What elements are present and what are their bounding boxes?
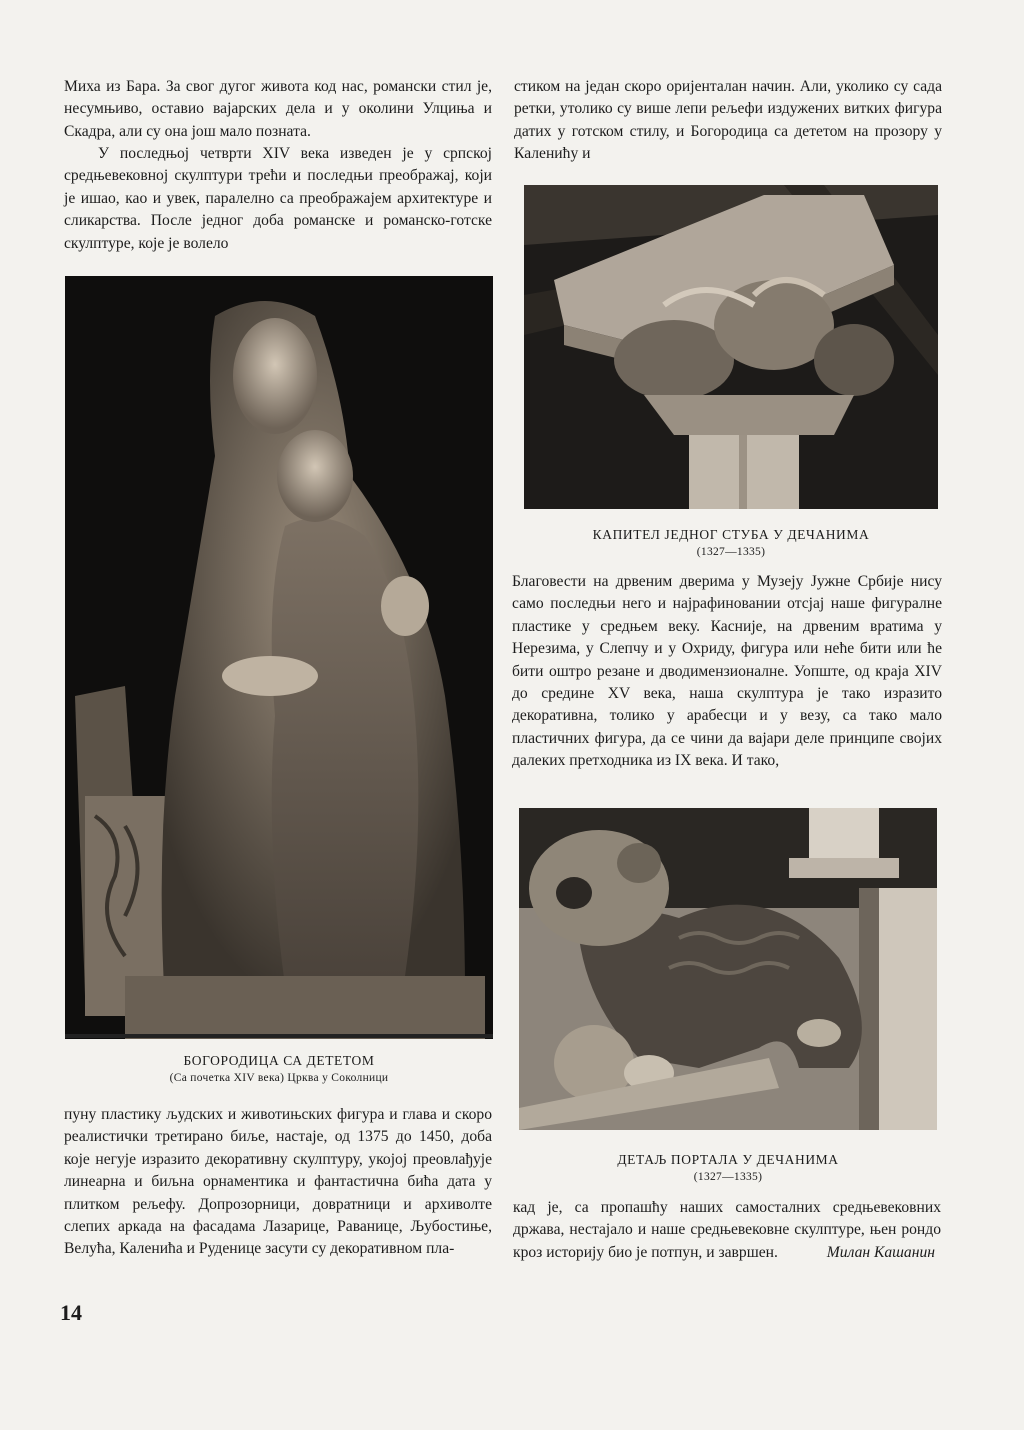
right-paragraph-3 [513, 1197, 941, 1264]
author-signature: Милан Кашанин [826, 1243, 935, 1261]
portal-lion-image [519, 808, 937, 1130]
right-paragraph-3-text: кад је, са пропашћу наших самосталних средњевековних држава, нестајало и наше средњевековне скулптуре, њен рондо кроз историју био је потпун, и завршен. [513, 1199, 941, 1261]
page-number: 14 [60, 1300, 82, 1325]
madonna-caption-subtitle: (Са почетка XIV века) Црква у Соколници [169, 1072, 389, 1084]
portal-caption [519, 1151, 937, 1185]
right-paragraph-2: Благовести на дрвеним дверима у Музеју Јужне Србије нису само последњи него и најрафиновании отсјај наше фигуралне пластике у средњем веку. Касније, на дрвеним вратима у Нерезима, у Слепчу и у Охриду, фигура или неће бити или ће бити оштро резане и дводимензионалне. Уопште, од краја XIV до средине XV века, наша скулптура је тако изразито декоративна, толико у арабесци и у везу, са тако мало пластичних фигура, да се чини да вајари деле принципе својих далеких претходника из IX века. И тако, [512, 573, 942, 770]
portal-caption-title: ДЕТАЉ ПОРТАЛА У ДЕЧАНИМА [617, 1152, 839, 1167]
madonna-sculpture-image [65, 276, 493, 1039]
madonna-caption-title: БОГОРОДИЦА СА ДЕТЕТОМ [183, 1053, 375, 1068]
madonna-caption [65, 1052, 493, 1086]
capital-caption-subtitle: (1327—1335) [696, 546, 766, 558]
capital-caption [524, 526, 938, 560]
left-paragraph-1: Миха из Бара. За свог дугог живота код нас, романски стил је, несумњиво, оставио вајарских дела и у околини Улциња и Скадра, али су она још мало позната. [64, 78, 492, 140]
madonna-photo [65, 276, 493, 1039]
portal-caption-subtitle: (1327—1335) [693, 1171, 763, 1183]
capital-caption-title: КАПИТЕЛ ЈЕДНОГ СТУБА У ДЕЧАНИМА [592, 527, 870, 542]
left-paragraph-2: У последњој четврти XIV века изведен је у српској средњевековној скулптури трећи и последњи преображај, који је ишао, као и увек, паралелно са преображајем архитектуре и сликарства. После једног доба романске и романско-готске скулптуре, које је волело [64, 145, 492, 252]
portal-photo [519, 808, 937, 1130]
capital-photo [524, 185, 938, 509]
right-paragraph-1: стиком на један скоро оријенталан начин. Али, уколико су сада ретки, утолико су више лепи рељефи издужених витких фигура датих у готском стилу, и Богородица са дететом на прозору у Каленићу и [514, 78, 942, 163]
left-paragraph-3: пуну пластику људских и животињских фигура и глава и скоро реалистички третирано биље, настаје, од 1375 до 1450, доба које негује изразито декоративну скулптуру, укојој преовлађује линеарна и биљна орнаментика и фантастична бића дата у плитком рељефу. Допрозорници, довратници и архиволте слепих аркада на фасадама Лазарице, Раванице, Љубостиње, Велућа, Каленића и Руденице засути су декоративном пла- [64, 1106, 492, 1258]
capital-sculpture-image [524, 185, 938, 509]
